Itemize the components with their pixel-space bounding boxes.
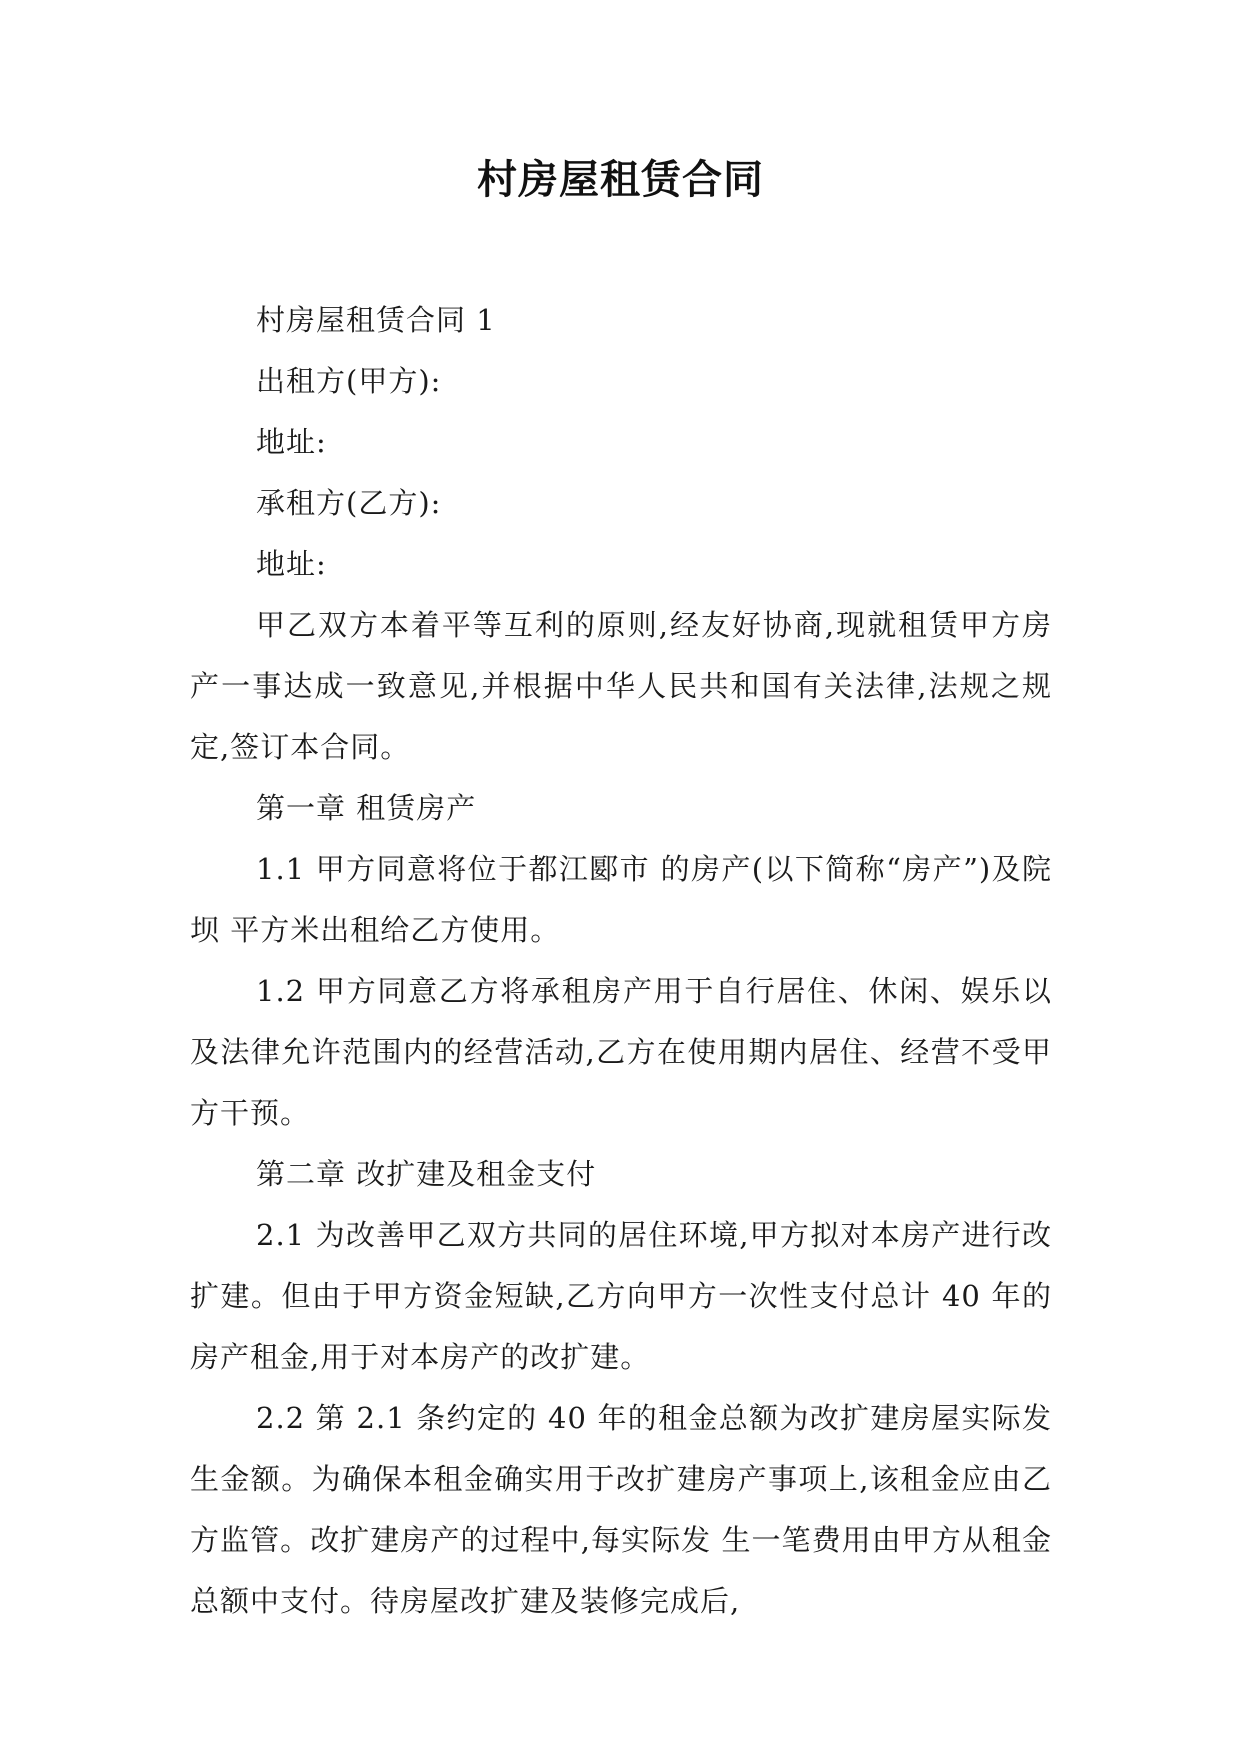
preamble-paragraph: 甲乙双方本着平等互利的原则,经友好协商,现就租赁甲方房产一事达成一致意见,并根据中华人民共和国有关法律,法规之规定,签订本合同。: [190, 608, 1052, 764]
document-body: [190, 290, 1052, 1632]
clause-1-1: 1.1 甲方同意将位于都江郾市 的房产(以下简称“房产”)及院坝 平方米出租给乙方使用。: [190, 852, 1052, 947]
chapter-2-heading: 第二章 改扩建及租金支付: [256, 1157, 597, 1191]
clause-1-2: 1.2 甲方同意乙方将承租房产用于自行居住、休闲、娱乐以及法律允许范围内的经营活动,乙方在使用期内居住、经营不受甲方干预。: [190, 974, 1052, 1130]
lessor-label: 出租方(甲方):: [256, 364, 442, 398]
lessee-label: 承租方(乙方):: [256, 486, 442, 520]
clause-2-2: 2.2 第 2.1 条约定的 40 年的租金总额为改扩建房屋实际发生金额。为确保本租金确实用于改扩建房产事项上,该租金应由乙方监管。改扩建房产的过程中,每实际发 生一笔费用由甲方从租金总额中支付。待房屋改扩建及装修完成后,: [190, 1401, 1052, 1618]
document-title: 村房屋租赁合同: [477, 157, 764, 203]
chapter-1-heading: 第一章 租赁房产: [256, 791, 477, 825]
lessee-address-label: 地址:: [256, 547, 327, 581]
clause-2-1: 2.1 为改善甲乙双方共同的居住环境,甲方拟对本房产进行改扩建。但由于甲方资金短缺,乙方向甲方一次性支付总计 40 年的房产租金,用于对本房产的改扩建。: [190, 1218, 1052, 1374]
contract-subtitle: 村房屋租赁合同 1: [256, 303, 496, 337]
lessor-address-label: 地址:: [256, 425, 327, 459]
